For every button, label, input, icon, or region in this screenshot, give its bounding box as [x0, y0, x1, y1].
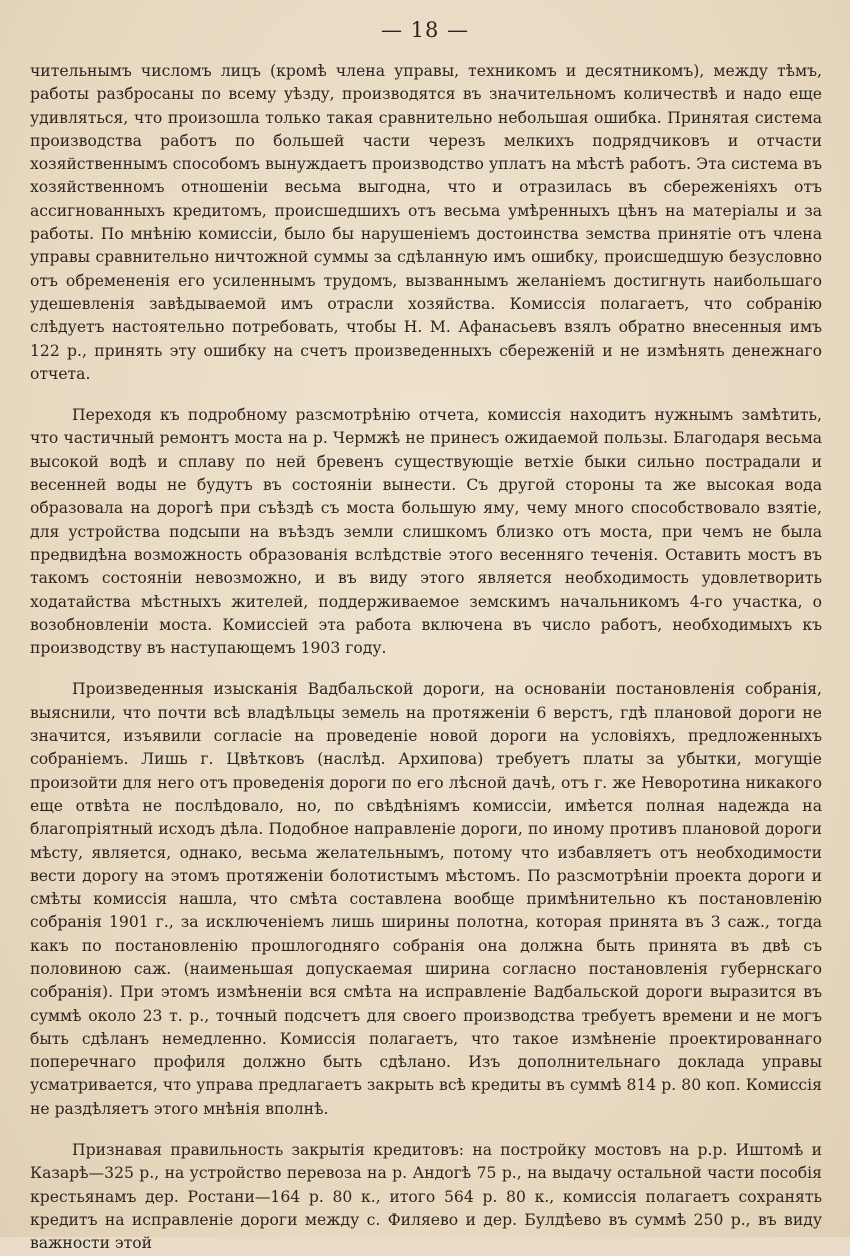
paragraph-vadbalskaya-road: Произведенныя изысканія Вадбальской дороги, на основаніи постановленія собранія, выяснили, что почти всѣ владѣльцы земель на протяженіи 6 верстъ, гдѣ плановой дороги не значится, изъявили согласіе на проведеніе новой дороги на условіяхъ, предложенныхъ собраніемъ. Лишь г. Цвѣтковъ (наслѣд. Архипова) требуетъ платы за убытки, могущіе произойти для него отъ проведенія дороги по его лѣсной дачѣ, отъ г. же Неворотина никакого еще отвѣта не послѣдовало, но, по свѣдѣніямъ комиссіи, имѣется полная надежда на благопріятный исходъ дѣла. Подобное направленіе дороги, по иному противъ плановой дороги мѣсту, является, однако, весьма желательнымъ, потому что избавляетъ отъ необходимости вести дорогу на этомъ протяженіи болотистымъ мѣстомъ. По разсмотрѣніи проекта дороги и смѣты комиссія нашла, что смѣта составлена вообще примѣнительно къ постановленію собранія 1901 г., за исключеніемъ лишь ширины полотна, которая принята въ 3 саж., тогда какъ по постановленію прошлогодняго собранія она должна быть принята въ двѣ съ половиною саж. (наименьшая допускаемая ширина согласно постановленія губернскаго собранія). При этомъ измѣненіи вся смѣта на исправленіе Вадбальской дороги выразится въ суммѣ около 23 т. р., точный подсчетъ для своего производства требуетъ времени и не могъ быть сдѣланъ немедленно. Комиссія полагаетъ, что такое измѣненіе проектированнаго поперечнаго профиля должно быть сдѣлано. Изъ дополнительнаго доклада управы усматривается, что управа предлагаетъ закрыть всѣ кредиты въ суммѣ 814 р. 80 коп. Комиссія не раздѣляетъ этого мнѣнія вполнѣ. [30, 680, 822, 1118]
paragraph-credits-closing: Признавая правильность закрытія кредитовъ: на постройку мостовъ на р.р. Иштомѣ и Казарѣ—325 р., на устройство перевоза на р. Андогѣ 75 р., на выдачу остальной части пособія крестьянамъ дер. Ростани—164 р. 80 к., итого 564 р. 80 к., комиссія полагаетъ сохранять кредитъ на исправленіе дороги между с. Филяево и дер. Булдѣево въ суммѣ 250 р., въ виду важности этой [30, 1141, 822, 1253]
paragraph-commission-opinion: чительнымъ числомъ лицъ (кромѣ члена управы, техникомъ и десятникомъ), между тѣмъ, работы разбросаны по всему уѣзду, производятся въ значительномъ количествѣ и надо еще удивляться, что произошла только такая сравнительно небольшая ошибка. Принятая система производства работъ по большей части черезъ мелкихъ подрядчиковъ и отчасти хозяйственнымъ способомъ вынуждаетъ производство уплатъ на мѣстѣ работъ. Эта система въ хозяйственномъ отношеніи весьма выгодна, что и отразилась въ сбереженіяхъ отъ ассигнованныхъ кредитомъ, происшедшихъ отъ весьма умѣренныхъ цѣнъ на матеріалы и за работы. По мнѣнію комиссіи, было бы нарушеніемъ достоинства земства принятіе отъ члена управы сравнительно ничтожной суммы за сдѣланную имъ ошибку, происшедшую безусловно отъ обремененія его усиленнымъ трудомъ, вызваннымъ желаніемъ достигнуть наибольшаго удешевленія завѣдываемой имъ отрасли хозяйства. Комиссія полагаетъ, что собранію слѣдуетъ настоятельно потребовать, чтобы Н. М. Афанасьевъ взялъ обратно внесенныя имъ 122 р., принять эту ошибку на счетъ произведенныхъ сбереженій и не измѣнять денежнаго отчета. [30, 62, 822, 383]
page-number: — 18 — [380, 18, 470, 42]
document-body [30, 60, 822, 1256]
paragraph-chermzha-bridge: Переходя къ подробному разсмотрѣнію отчета, комиссія находитъ нужнымъ замѣтить, что частичный ремонтъ моста на р. Чермжѣ не принесъ ожидаемой пользы. Благодаря весьма высокой водѣ и сплаву по ней бревенъ существующіе ветхіе быки сильно пострадали и весенней воды не будутъ въ состояніи вынести. Съ другой стороны та же высокая вода образовала на дорогѣ при съѣздѣ съ моста большую яму, чему много способствовало взятіе, для устройства подсыпи на въѣздъ земли слишкомъ близко отъ моста, при чемъ не была предвидѣна возможность образованія вслѣдствіе этого весенняго теченія. Оставить мостъ въ такомъ состояніи невозможно, и въ виду этого является необходимость удовлетворить ходатайства мѣстныхъ жителей, поддерживаемое земскимъ начальникомъ 4-го участка, о возобновленіи моста. Комиссіей эта работа включена въ число работъ, необходимыхъ къ производству въ наступающемъ 1903 году. [30, 406, 822, 658]
